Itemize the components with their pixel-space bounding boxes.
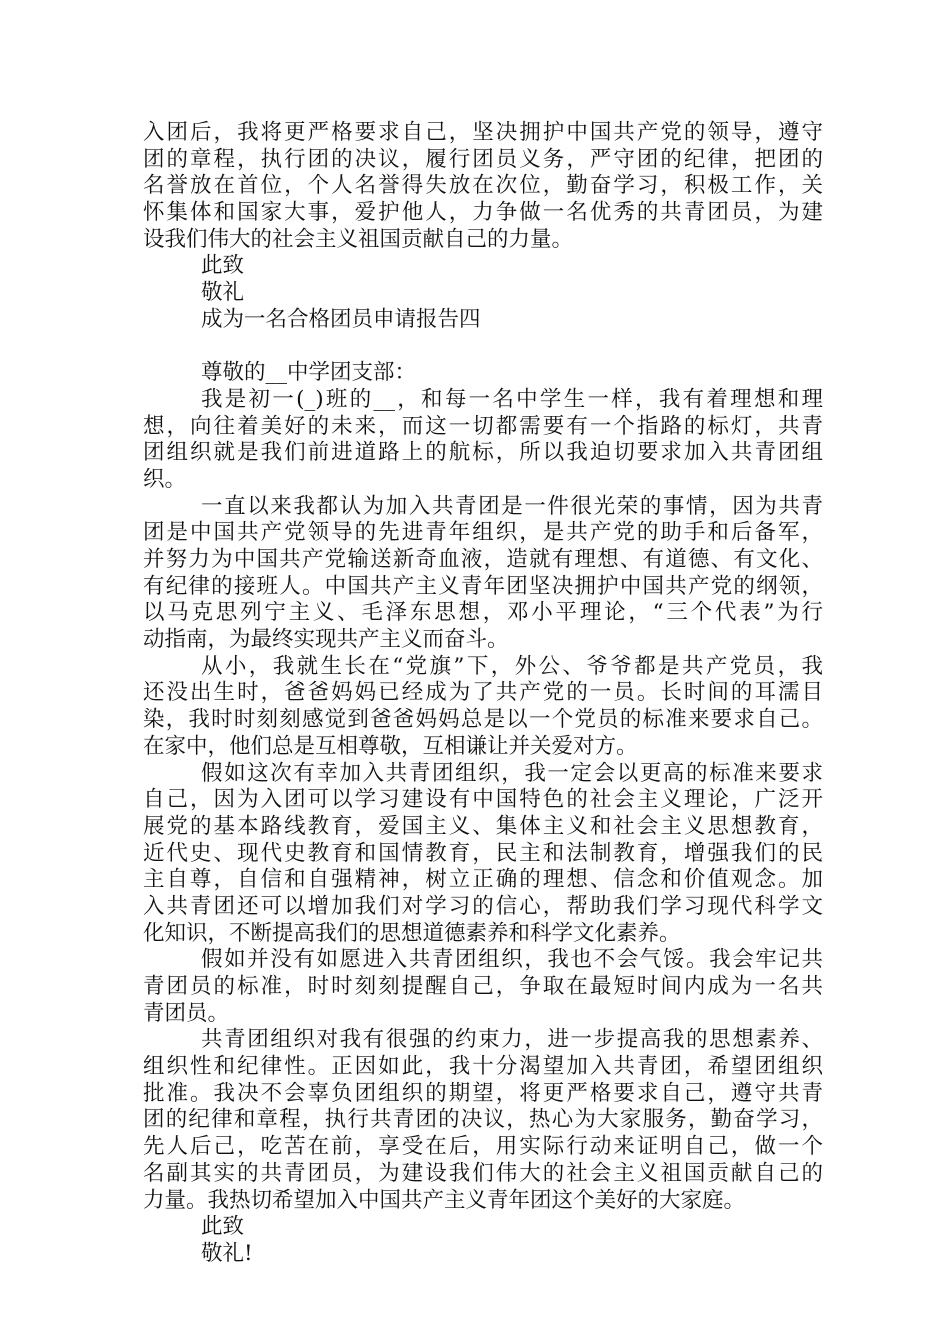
text-line: 团是中国共产党领导的先进青年组织，是共产党的助手和后备军， [143,520,823,546]
blank-line [143,334,823,361]
text-line: 从小，我就生长在“党旗”下，外公、爷爷都是共产党员，我 [201,653,823,679]
text-line: 团的章程，执行团的决议，履行团员义务，严守团的纪律，把团的 [143,146,823,172]
document-body [143,120,823,1268]
text-line: 尊敬的__中学团支部： [201,360,417,386]
text-line: 团组织就是我们前进道路上的航标，所以我迫切要求加入共青团组 [143,440,823,466]
text-line: 青团员的标准，时时刻刻提醒自己，争取在最短时间内成为一名共 [143,974,823,999]
text-line: 在家中，他们总是互相尊敬，互相谦让并关爱对方。 [143,733,638,759]
text-line: 名誉放在首位，个人名誉得失放在次位，勤奋学习，积极工作，关 [143,173,823,199]
text-line: 设我们伟大的社会主义祖国贡献自己的力量。 [143,226,574,252]
text-line: 名副其实的共青团员，为建设我们伟大的社会主义祖国贡献自己的 [143,1160,823,1186]
text-line: 青团员。 [143,1000,230,1026]
text-line: 先人后己，吃苦在前，享受在后，用实际行动来证明自己，做一个 [143,1134,823,1160]
text-line: 我是初一(_)班的__，和每一名中学生一样，我有着理想和理 [201,386,823,412]
text-line: 织。 [143,466,187,492]
text-line: 敬礼! [201,1240,253,1266]
text-line: 入共青团还可以增加我们对学习的信心，帮助我们学习现代科学文 [143,893,823,919]
text-line: 化知识，不断提高我们的思想道德素养和科学文化素养。 [143,920,681,946]
text-line: 假如这次有幸加入共青团组织，我一定会以更高的标准来要求 [201,760,823,786]
text-line: 此致 [201,253,245,279]
text-line: 敬礼 [201,280,245,306]
text-line: 共青团组织对我有很强的约束力，进一步提高我的思想素养、 [201,1027,823,1053]
text-line: 并努力为中国共产党输送新奇血液，造就有理想、有道德、有文化、 [143,547,823,572]
text-line: 主自尊，自信和自强精神，树立正确的理想、信念和价值观念。加 [143,867,823,893]
text-line: 假如并没有如愿进入共青团组织，我也不会气馁。我会牢记共 [201,947,823,973]
text-line: 成为一名合格团员申请报告四 [201,306,481,332]
text-line: 展党的基本路线教育，爱国主义、集体主义和社会主义思想教育， [143,813,823,839]
text-line: 以马克思列宁主义、毛泽东思想，邓小平理论，“三个代表”为行 [143,600,823,626]
text-line: 一直以来我都认为加入共青团是一件很光荣的事情，因为共青 [201,493,823,519]
text-line: 此致 [201,1214,245,1240]
text-line: 近代史、现代史教育和国情教育，民主和法制教育，增强我们的民 [143,840,823,866]
text-line: 力量。我热切希望加入中国共产主义青年团这个美好的大家庭。 [143,1187,746,1213]
text-line: 团的纪律和章程，执行共青团的决议，热心为大家服务，勤奋学习， [143,1107,823,1133]
text-line: 染，我时时刻刻感觉到爸爸妈妈总是以一个党员的标准来要求自己。 [143,707,823,733]
text-line: 组织性和纪律性。正因如此，我十分渴望加入共青团，希望团组织 [143,1054,823,1080]
text-line: 入团后，我将更严格要求自己，坚决拥护中国共产党的领导，遵守 [143,120,823,145]
text-line: 还没出生时，爸爸妈妈已经成为了共产党的一员。长时间的耳濡目 [143,680,823,706]
text-line: 自己，因为入团可以学习建设有中国特色的社会主义理论，广泛开 [143,787,823,813]
text-line: 想，向往着美好的未来，而这一切都需要有一个指路的标灯，共青 [143,413,823,439]
text-line: 批准。我决不会辜负团组织的期望，将更严格要求自己，遵守共青 [143,1080,823,1106]
text-line: 怀集体和国家大事，爱护他人，力争做一名优秀的共青团员，为建 [143,200,823,226]
text-line: 有纪律的接班人。中国共产主义青年团坚决拥护中国共产党的纲领， [143,573,823,599]
text-line: 动指南，为最终实现共产主义而奋斗。 [143,627,509,653]
